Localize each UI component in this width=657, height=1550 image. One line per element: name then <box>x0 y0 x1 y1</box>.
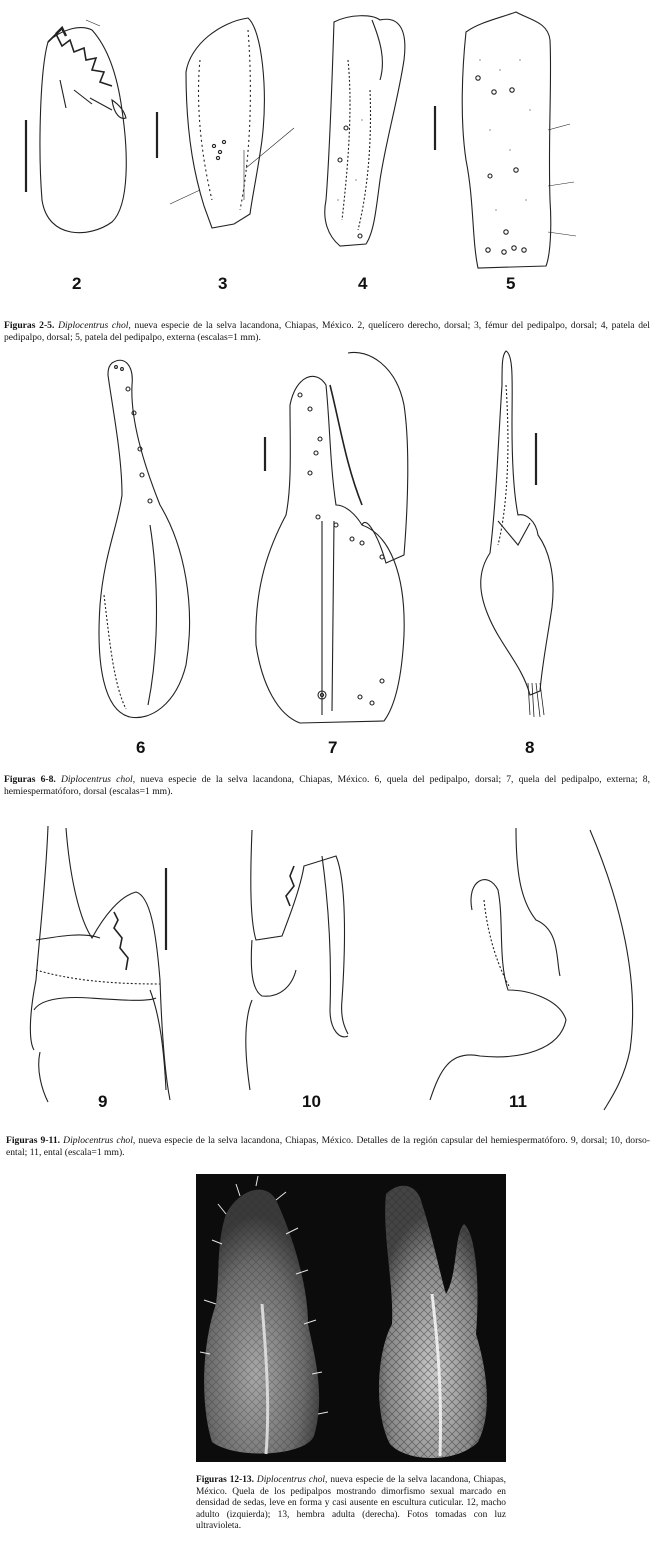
figure-label-5: 5 <box>506 274 516 293</box>
caption-lead: Figuras 6-8. <box>4 774 56 785</box>
patella-external-drawing <box>462 12 576 268</box>
figure-label-11: 11 <box>509 1092 527 1111</box>
caption-text: nueva especie de la selva lacandona, Chiapas, México. Detalles de la región capsular del hemiespermatóforo. 9, dorsal; 10, dorso-ental; 11, ental (escala=1 mm). <box>6 1135 650 1158</box>
caption-species: Diplocentrus chol, <box>60 774 136 785</box>
plate-figures-6-8 <box>0 345 657 765</box>
caption-text: nueva especie de la selva lacandona, Chiapas, México. 2, quelícero derecho, dorsal; 3, fémur del pedipalpo, dorsal; 4, patela del pedipalpo, dorsal; 5, patela del pedipalpo, externa (escalas=1 mm). <box>4 320 650 343</box>
capsular-region-ental-drawing <box>430 828 633 1110</box>
plate-1-drawings <box>0 0 657 300</box>
chela-external-drawing <box>256 352 408 723</box>
uv-photograph-chelae <box>196 1174 506 1462</box>
female-chela <box>379 1186 487 1458</box>
male-chela <box>200 1176 328 1454</box>
plate-figures-9-11 <box>0 820 657 1120</box>
plate-figures-2-5 <box>0 0 657 300</box>
figure-label-9: 9 <box>98 1092 108 1111</box>
caption-figures-9-11 <box>6 1135 650 1159</box>
caption-species: Diplocentrus chol, <box>256 1475 328 1485</box>
caption-text: nueva especie de la selva lacandona, Chiapas, México. 6, quela del pedipalpo, dorsal; 7, quela del pedipalpo, externa; 8, hemiespermatóforo, dorsal (escalas=1 mm). <box>4 774 650 797</box>
caption-lead: Figuras 12-13. <box>196 1475 254 1485</box>
caption-figures-2-5 <box>4 320 650 344</box>
figure-label-4: 4 <box>358 274 368 293</box>
figure-label-7: 7 <box>328 738 338 757</box>
plate-2-drawings <box>0 345 657 765</box>
chelicera-drawing <box>40 20 126 233</box>
femur-drawing <box>170 18 294 228</box>
caption-species: Diplocentrus chol, <box>63 1135 136 1146</box>
plate-3-drawings <box>0 820 657 1120</box>
figure-label-6: 6 <box>136 738 146 757</box>
caption-text: nueva especie de la selva lacandona, Chiapas, México. Quela de los pedipalpos mostrando dimorfismo sexual marcado en densidad de sedas, leve en forma y casi ausente en escultura cuticular. 12, macho adulto (izquierda); 13, hembra adulta (derecha). Fotos tomadas con luz ultravioleta. <box>196 1475 506 1532</box>
caption-lead: Figuras 9-11. <box>6 1135 61 1146</box>
caption-lead: Figuras 2-5. <box>4 320 55 331</box>
figure-label-10: 10 <box>302 1092 321 1111</box>
uv-photo-image <box>196 1174 506 1462</box>
caption-species: Diplocentrus chol, <box>58 320 131 331</box>
figure-label-8: 8 <box>525 738 535 757</box>
figure-label-2: 2 <box>72 274 82 293</box>
patella-dorsal-drawing <box>325 16 405 246</box>
caption-figures-12-13 <box>196 1475 506 1533</box>
capsular-region-dorsal-drawing <box>30 826 170 1102</box>
capsular-region-dorso-ental-drawing <box>246 830 348 1090</box>
hemispermatophore-drawing <box>481 351 553 717</box>
figure-label-3: 3 <box>218 274 228 293</box>
chela-dorsal-drawing <box>99 360 190 717</box>
caption-figures-6-8 <box>4 774 650 798</box>
